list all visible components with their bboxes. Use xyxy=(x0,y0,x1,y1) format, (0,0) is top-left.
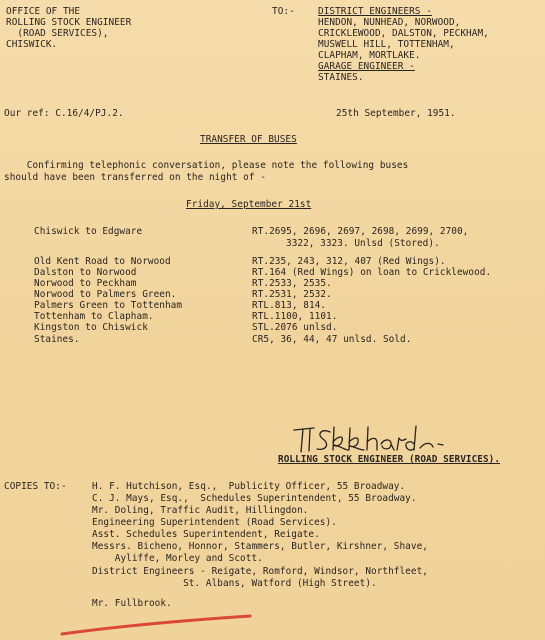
transfer-route: Dalston to Norwood xyxy=(34,267,137,278)
signature-title: ROLLING STOCK ENGINEER (ROAD SERVICES). xyxy=(278,454,501,465)
to-line-1: HENDON, NUNHEAD, NORWOOD, xyxy=(318,17,461,28)
transfer-buses: STL.2076 unlsd. xyxy=(252,322,338,333)
letter-date: 25th September, 1951. xyxy=(336,108,456,119)
transfer-route: Palmers Green to Tottenham xyxy=(34,300,183,311)
list-item: Messrs. Bicheno, Honnor, Stammers, Butler, Kirshner, Shave, xyxy=(92,541,428,552)
list-item: C. J. Mays, Esq., Schedules Superintendent, 55 Broadway. xyxy=(92,493,417,504)
transfer-route: Tottenham to Clapham. xyxy=(34,311,154,322)
transfer-day: Friday, September 21st xyxy=(186,199,312,210)
body-line-2: should have been transferred on the night of - xyxy=(4,172,266,183)
transfer-buses: RT.2531, 2532. xyxy=(252,289,332,300)
reference: Our ref: C.16/4/PJ.2. xyxy=(4,108,124,119)
transfer-route: Staines. xyxy=(34,334,80,345)
from-line-3: (ROAD SERVICES), xyxy=(6,28,109,39)
transfer-buses: RT.2695, 2696, 2697, 2698, 2699, 2700, xyxy=(252,226,469,237)
list-item: St. Albans, Watford (High Street). xyxy=(92,578,377,589)
list-item: Mr. Doling, Traffic Audit, Hillingdon. xyxy=(92,505,309,516)
list-item: Mr. Fullbrook. xyxy=(92,598,172,609)
from-line-1: OFFICE OF THE xyxy=(6,6,81,17)
list-item: Engineering Superintendent (Road Services). xyxy=(92,517,337,528)
garage-line: STAINES. xyxy=(318,72,364,83)
from-line-4: CHISWICK. xyxy=(6,39,58,50)
to-line-3: MUSWELL HILL, TOTTENHAM, xyxy=(318,39,455,50)
to-heading: DISTRICT ENGINEERS - xyxy=(318,6,432,17)
transfer-route: Chiswick to Edgware xyxy=(34,226,143,237)
transfer-buses: RT.2533, 2535. xyxy=(252,278,332,289)
transfer-buses: RT.164 (Red Wings) on loan to Cricklewood. xyxy=(252,267,492,278)
list-item: District Engineers - Reigate, Romford, Windsor, Northfleet, xyxy=(92,566,428,577)
copies-label: COPIES TO:- xyxy=(4,481,67,492)
transfer-buses: RTL.813, 814. xyxy=(252,300,327,311)
transfer-buses: RTL.1100, 1101. xyxy=(252,311,338,322)
to-label: TO:- xyxy=(272,6,295,17)
handwritten-signature xyxy=(288,422,448,456)
body-line-1: Confirming telephonic conversation, please note the following buses xyxy=(4,160,409,171)
transfer-buses: CR5, 36, 44, 47 unlsd. Sold. xyxy=(252,334,412,345)
transfer-route: Norwood to Palmers Green. xyxy=(34,289,177,300)
transfer-buses: RT.235, 243, 312, 407 (Red Wings). xyxy=(252,256,446,267)
list-item: Asst. Schedules Superintendent, Reigate. xyxy=(92,529,320,540)
subject-heading: TRANSFER OF BUSES xyxy=(200,134,297,145)
transfer-route: Norwood to Peckham xyxy=(34,278,137,289)
transfer-route: Old Kent Road to Norwood xyxy=(34,256,171,267)
transfer-route: Kingston to Chiswick xyxy=(34,322,148,333)
list-item: Ayliffe, Morley and Scott. xyxy=(92,553,263,564)
transfer-buses: 3322, 3323. Unlsd (Stored). xyxy=(286,238,440,249)
red-pen-stroke xyxy=(0,592,545,640)
list-item: H. F. Hutchison, Esq., Publicity Officer, 55 Broadway. xyxy=(92,481,406,492)
to-line-2: CRICKLEWOOD, DALSTON, PECKHAM, xyxy=(318,28,489,39)
from-line-2: ROLLING STOCK ENGINEER xyxy=(6,17,132,28)
to-line-4: CLAPHAM, MORTLAKE. xyxy=(318,50,421,61)
garage-heading: GARAGE ENGINEER - xyxy=(318,61,415,72)
